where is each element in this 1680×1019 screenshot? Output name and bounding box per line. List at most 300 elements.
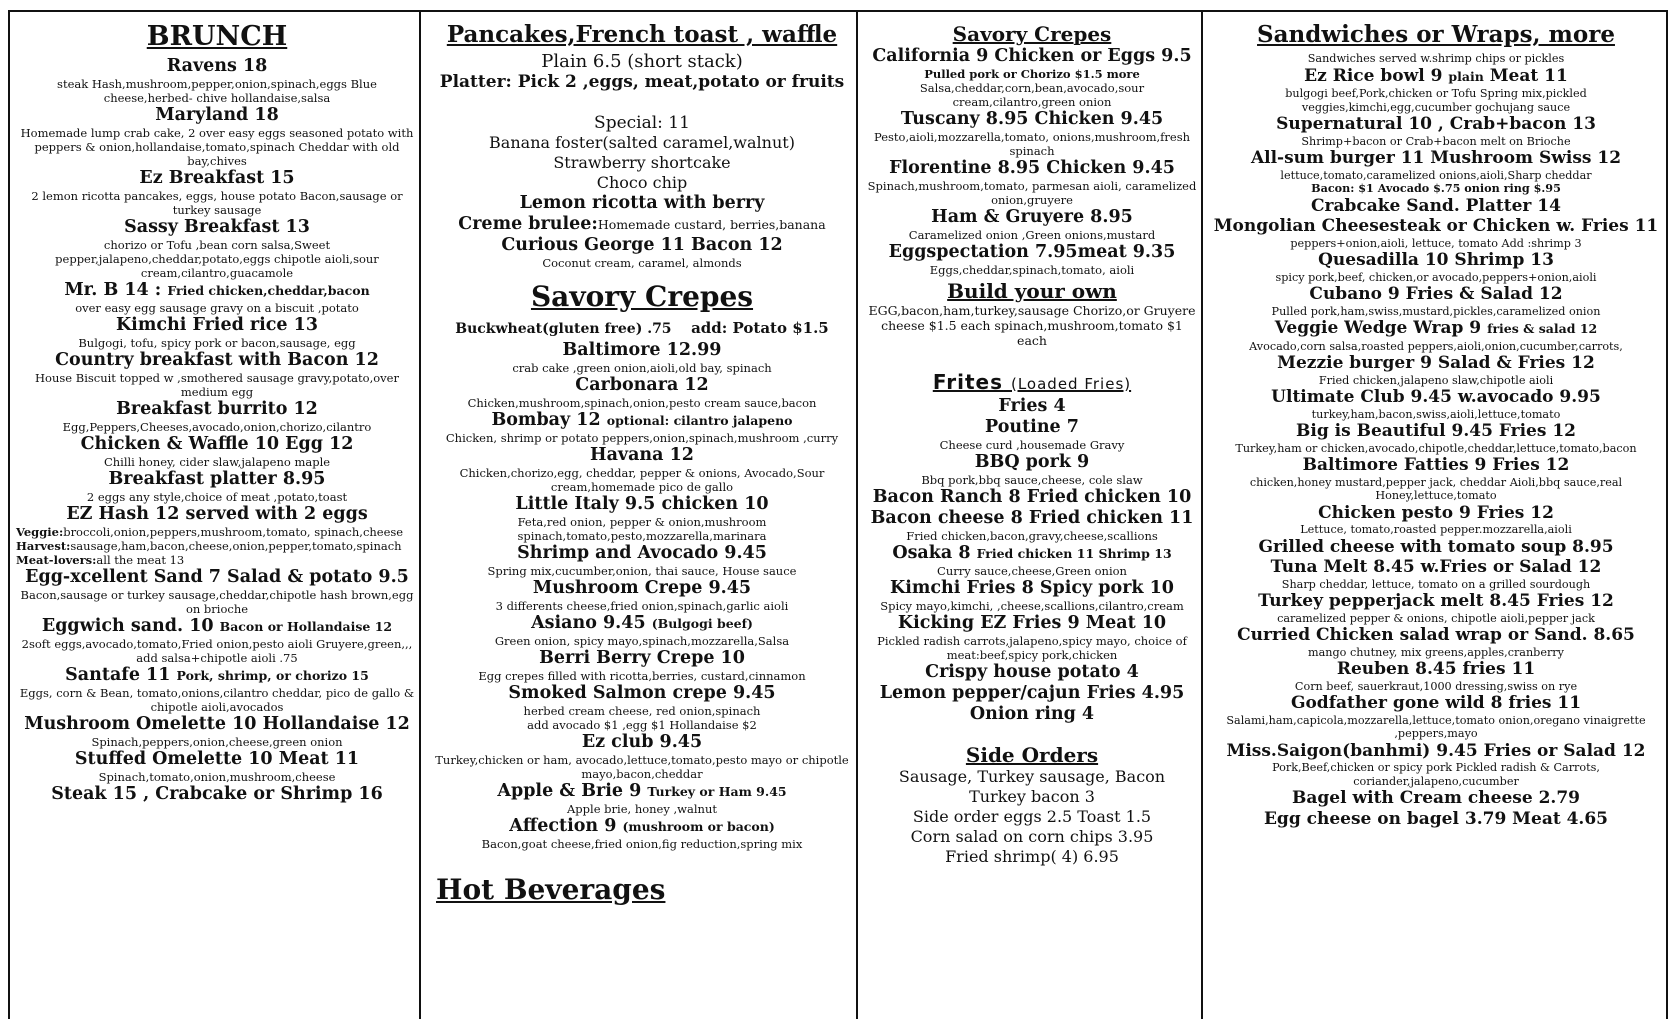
brunch-item-desc-text: Eggs, corn & Bean, tomato,onions,cilantro cheddar, pico de gallo & chipotle aioli,avocados [19,686,415,714]
frites-item-title: Kicking EZ Fries 9 Meat 10 [897,613,1167,633]
sandwich-item-title: Ultimate Club 9.45 w.avocado 9.95 [1271,387,1601,407]
crepe-item-desc-text: herbed cream cheese, red onion,spinach [523,704,761,718]
brunch-item-name [16,168,418,189]
brunch-item-title: Maryland 18 [155,105,279,125]
frites-label: Frites [932,370,1004,394]
brunch-item [16,567,418,616]
sandwich-item-desc-text: Bacon: $1 Avocado $.75 onion ring $.95 [1311,181,1561,195]
crepe-item-desc-text: Egg crepes filled with ricotta,berries, custard,cinnamon [478,669,806,683]
brunch-item-name [16,56,418,77]
sandwich-item-name [1210,114,1662,135]
sandwich-item [1210,455,1662,503]
crepe-item-title: Berri Berry Crepe 10 [539,648,745,668]
sandwich-item-desc [1210,305,1662,319]
crepe-item-title: Shrimp and Avocado 9.45 [517,543,767,563]
sandwich-item-desc-text: mango chutney, mix greens,apples,cranberry [1308,645,1564,659]
crepe-item-desc-text: Chicken, shrimp or potato peppers,onion,spinach,mushroom ,curry [445,431,839,445]
brunch-item-extra: Pork, shrimp, or chorizo 15 [176,668,369,683]
brunch-item-title: Egg-xcellent Sand 7 Salad & potato 9.5 [25,567,409,587]
frites-item-title: Kimchi Fries 8 Spicy pork 10 [890,578,1174,598]
crepe-item [430,543,854,578]
crepe-item [430,613,854,648]
brunch-item [16,105,418,168]
crepe-item-desc [430,704,854,718]
brunch-item-title: Mr. B 14 : [64,280,162,300]
frites-item-desc [866,564,1198,578]
brunch-item-name [16,616,418,637]
brunch-item [16,665,418,714]
crepe-item-desc [430,564,854,578]
crepe-item-name [430,375,854,396]
sandwich-item-title: Curried Chicken salad wrap or Sand. 8.65 [1237,625,1635,645]
sandwich-item [1210,353,1662,387]
sandwich-item-desc-text: Avocado,corn salsa,roasted peppers,aioli,onion,cucumber,carrots, [1249,339,1623,353]
sandwich-item-desc-text: Corn beef, sauerkraut,1000 dressing,swiss on rye [1294,679,1578,693]
sandwich-item-desc-text: Pork,Beef,chicken or spicy pork Pickled radish & Carrots, coriander,jalapeno,cucumber [1272,761,1600,788]
crepe-item-desc-text: Chicken,mushroom,spinach,onion,pesto cream sauce,bacon [467,396,817,410]
sandwich-item-name [1210,788,1662,809]
sandwich-item [1210,537,1662,558]
sandwich-item-name [1210,216,1662,237]
sandwich-item-desc [1210,442,1662,456]
brunch-item [16,749,418,784]
frites-title [866,370,1198,394]
brunch-items [16,56,418,805]
sandwich-item [1210,182,1662,196]
col3-crepe-item-desc-text: Eggs,cheddar,spinach,tomato, aioli [929,263,1135,277]
frites-items [866,396,1198,725]
brunch-item-desc-text: Spinach,peppers,onion,cheese,green onion [91,735,343,749]
build-your-own-title: Build your own [947,279,1117,303]
frites-item-name [866,487,1198,508]
frites-item-title: Bacon Ranch 8 Fried chicken 10 [872,487,1192,507]
sandwich-item [1210,557,1662,591]
brunch-item-desc-text: steak Hash,mushroom,pepper,onion,spinach,eggs Blue cheese,herbed- chive hollandaise,salsa [57,77,377,105]
sandwich-item [1210,318,1662,353]
crepe-item [430,375,854,410]
sandwich-item-name [1210,659,1662,680]
savory-crepes-title: Savory Crepes [530,280,754,313]
specials-list [430,133,854,193]
crepe-item-title: Mushroom Crepe 9.45 [532,578,752,598]
brunch-item-title: Chicken & Waffle 10 Egg 12 [80,434,354,454]
sandwich-item-desc [1210,680,1662,694]
crepe-item-desc [430,361,854,375]
sandwich-item [1210,148,1662,182]
brunch-item-title: Breakfast platter 8.95 [108,469,326,489]
frites-item-desc-text: Curry sauce,cheese,Green onion [937,564,1127,578]
brunch-item-title: Eggwich sand. 10 [41,616,214,636]
crepe-item [430,410,854,445]
brunch-item [16,315,418,350]
crepe-item-desc2: add avocado $1 ,egg $1 Hollandaise $2 [527,718,757,732]
sandwich-item-desc [1210,87,1662,114]
side-order-item: Fried shrimp( 4) 6.95 [945,847,1119,866]
crepe-item [430,683,854,732]
frites-item [866,683,1198,704]
brunch-item-name [16,280,418,301]
brunch-item-desc [16,77,418,105]
sandwich-item-name [1210,66,1662,88]
sandwich-item [1210,591,1662,625]
sandwich-item [1210,114,1662,148]
sandwich-item-name [1210,503,1662,524]
sandwich-item-title: Mongolian Cheesesteak or Chicken w. Fries 11 [1213,216,1659,236]
brunch-item-name [16,714,418,735]
frites-item-title: Bacon cheese 8 Fried chicken 11 [870,508,1194,528]
crepe-item-desc-text: Apple brie, honey ,walnut [567,802,717,816]
crepe-item [430,816,854,851]
brunch-item [16,539,418,553]
creme-brulee-name: Creme brulee: [458,214,598,234]
col3-crepe-item-desc-text: Pesto,aioli,mozzarella,tomato, onions,mushroom,fresh spinach [873,130,1191,158]
col3-crepe-item-name [866,46,1198,67]
sandwich-item-desc-text: Fried chicken,jalapeno slaw,chipotle aioli [1318,373,1554,387]
sandwich-item-desc-text: turkey,ham,bacon,swiss,aioli,lettuce,tomato [1311,407,1561,421]
frites-item-desc-text: Spicy mayo,kimchi, ,cheese,scallions,cilantro,cream [880,599,1184,613]
sandwich-item [1210,741,1662,789]
sandwich-item-desc [1210,578,1662,592]
crepe-item-title: Bombay 12 [491,410,601,430]
crepe-items [430,340,854,851]
sandwich-item-desc-text: peppers+onion,aioli, lettuce, tomato Add :shrimp 3 [1290,236,1582,250]
crepe-item-name [430,410,854,431]
sandwich-item-name [1210,387,1662,408]
sandwich-item [1210,196,1662,217]
brunch-item-desc-text: 2soft eggs,avocado,tomato,Fried onion,pesto aioli Gruyere,green,,, add salsa+chipotle aioli .75 [21,637,413,665]
brunch-item-desc [16,371,418,399]
frites-item-desc [866,438,1198,452]
brunch-item-desc-text: broccoli,onion,peppers,mushroom,tomato, spinach,cheese [63,525,404,539]
buckwheat-add: add: Potato $1.5 [691,319,829,337]
pancakes-plain: Plain 6.5 (short stack) [541,51,743,72]
brunch-item-desc [16,637,418,665]
brunch-item [16,714,418,749]
sandwich-item-title: Baltimore Fatties 9 Fries 12 [1302,455,1570,475]
brunch-item-desc-text: Bulgogi, tofu, spicy pork or bacon,sausage, egg [78,336,356,350]
brunch-item-name [16,784,418,805]
brunch-item-desc-text: House Biscuit topped w ,smothered sausage gravy,potato,over medium egg [35,371,399,399]
sandwich-item-desc [1210,169,1662,183]
brunch-item-desc [16,301,418,315]
sandwich-item-name [1210,250,1662,271]
brunch-item [16,616,418,665]
brunch-item-desc-text: 2 lemon ricotta pancakes, eggs, house potato Bacon,sausage or turkey sausage [31,189,403,217]
sandwich-item-title: Egg cheese on bagel 3.79 Meat 4.65 [1263,808,1609,829]
sandwich-item [1210,284,1662,318]
frites-item-title: Osaka 8 [892,543,971,563]
buckwheat-label: Buckwheat(gluten free) .75 [455,321,672,337]
sandwich-item-desc-text: spicy pork,beef, chicken,or avocado,peppers+onion,aioli [1275,270,1597,284]
col3-title: Savory Crepes [952,22,1112,46]
brunch-item-name [16,665,418,686]
crepe-item-title: Ez club 9.45 [581,732,703,752]
creme-brulee-item [430,214,854,235]
brunch-item-name [16,434,418,455]
crepe-item-desc [430,396,854,410]
sandwich-item-extra: plain [1448,68,1484,84]
col3-crepe-item-desc [866,263,1198,277]
brunch-item [16,399,418,434]
brunch-item-desc-text: Homemade lump crab cake, 2 over easy eggs seasoned potato with peppers & onion,hollandaise,tomato,spinach Cheddar with old bay,chives [20,126,414,168]
brunch-item-name [16,105,418,126]
sandwich-item [1210,625,1662,659]
sandwich-item-title: Ez Rice bowl 9 [1304,65,1443,86]
side-order-item: Corn salad on corn chips 3.95 [910,827,1154,846]
crepe-item-name [430,732,854,753]
sandwich-item [1210,216,1662,250]
brunch-item-title: Breakfast burrito 12 [116,399,318,419]
sandwich-item [1210,659,1662,693]
sandwich-item-desc [1210,182,1662,196]
col3-crepe-item-desc-text: Spinach,mushroom,tomato, parmesan aioli, caramelized onion,gruyere [867,179,1197,207]
frites-item-desc-text: Bbq pork,bbq sauce,cheese, cole slaw [921,473,1143,487]
frites-item [866,578,1198,613]
sandwich-item-title: Bagel with Cream cheese 2.79 [1292,788,1580,808]
sandwich-item-title: Godfather gone wild 8 fries 11 [1290,693,1582,713]
crepe-item-extra: Turkey or Ham 9.45 [647,784,787,799]
brunch-item-extra: Bacon or Hollandaise 12 [219,619,393,634]
frites-item-desc [866,634,1198,662]
brunch-item-title: Mushroom Omelette 10 Hollandaise 12 [24,714,410,734]
frites-item [866,508,1198,543]
frites-item-title: BBQ pork 9 [974,452,1090,472]
sandwich-item-desc-text: Turkey,ham or chicken,avocado,chipotle,cheddar,lettuce,tomato,bacon [1235,441,1637,455]
crepe-item-name [430,445,854,466]
crepe-item-name [430,543,854,564]
crepe-item [430,494,854,543]
crepe-item-desc [430,431,854,445]
brunch-item-desc-text: sausage,ham,bacon,cheese,onion,pepper,tomato,spinach [70,539,402,553]
frites-item-name [866,452,1198,473]
col3-crepe-item-desc [866,130,1198,158]
brunch-item-desc [16,420,418,434]
col3-crepe-item-name [866,109,1198,130]
brunch-item-desc-text: all the meat 13 [96,553,185,567]
brunch-item-desc [16,490,418,504]
crepe-item-title: Affection 9 [509,816,617,836]
frites-item-desc [866,529,1198,543]
sandwich-item [1210,387,1662,421]
col3-crepe-item [866,46,1198,109]
sandwich-item-desc [1210,135,1662,149]
sandwich-item-desc [1210,714,1662,741]
sandwich-item [1210,693,1662,741]
frites-item-name [866,704,1198,725]
frites-item [866,452,1198,487]
frites-item-name [866,508,1198,529]
col3-crepe-item [866,158,1198,207]
brunch-item-desc [16,588,418,616]
frites-item-desc [866,473,1198,487]
brunch-item-name [16,504,418,525]
curious-george: Curious George 11 Bacon 12 [501,235,783,255]
crepe-item-desc-text: Spring mix,cucumber,onion, thai sauce, House sauce [487,564,797,578]
crepe-item-title: Carbonara 12 [575,375,709,395]
sandwich-item [1210,788,1662,809]
savory-frites-column [862,12,1202,1012]
sandwich-item-title: Cubano 9 Fries & Salad 12 [1309,284,1563,304]
sandwich-item-name [1210,591,1662,612]
brunch-item-extra: Fried chicken,cheddar,bacon [167,283,370,298]
brunch-item-desc [16,189,418,217]
sandwich-item-title: Tuna Melt 8.45 w.Fries or Salad 12 [1270,557,1602,577]
brunch-item-desc [16,455,418,469]
col3-crepe-item-name [866,158,1198,179]
sandwich-item-desc [1210,271,1662,285]
sandwich-item-title: Supernatural 10 , Crab+bacon 13 [1276,114,1596,134]
brunch-item [16,784,418,805]
brunch-item [16,350,418,399]
sandwich-item-desc [1210,476,1662,503]
crepe-item-desc [430,599,854,613]
sandwich-item-desc-text: Shrimp+bacon or Crab+bacon melt on Brioche [1301,134,1571,148]
brunch-item-desc [16,525,418,539]
brunch-item [16,469,418,504]
sandwich-item-title2: Meat 11 [1489,65,1568,86]
crepe-item-desc-text: Chicken,chorizo,egg, cheddar, pepper & onions, Avocado,Sour cream,homemade pico de gallo [459,466,825,494]
col3-crepe-item-title: California 9 Chicken or Eggs 9.5 [872,46,1192,66]
sandwich-item-name [1210,537,1662,558]
crepe-item-name [430,613,854,634]
brunch-item-name [16,567,418,588]
crepe-item-title: Smoked Salmon crepe 9.45 [508,683,776,703]
brunch-item-title: Kimchi Fried rice 13 [115,315,319,335]
brunch-item-desc [16,238,418,280]
sandwich-item-name [1210,741,1662,762]
sandwich-item-name [1210,284,1662,305]
crepe-item-name [430,578,854,599]
frites-item-title: Onion ring 4 [969,704,1095,724]
sandwich-item-desc [1210,408,1662,422]
crepe-item-name [430,494,854,515]
crepe-item [430,781,854,816]
sandwich-item [1210,809,1662,830]
side-order-item: Turkey bacon 3 [969,787,1095,806]
frites-item [866,613,1198,662]
frites-item-extra: Fried chicken 11 Shrimp 13 [976,546,1172,561]
frites-item-title: Poutine 7 [985,417,1079,437]
crepe-item [430,578,854,613]
brunch-item-desc-label: Meat-lovers: [16,553,97,567]
frites-item-title: Crispy house potato 4 [925,662,1139,682]
sandwiches-column [1206,12,1666,1012]
col3-crepe-item-name [866,207,1198,228]
col3-crepe-item [866,207,1198,242]
brunch-item-desc [16,539,418,553]
frites-item [866,662,1198,683]
frites-item-desc-text: Fried chicken,bacon,gravy,cheese,scallions [906,529,1158,543]
sandwich-item-title: Quesadilla 10 Shrimp 13 [1318,250,1554,270]
brunch-item-desc-text: over easy egg sausage gravy on a biscuit ,potato [75,301,359,315]
brunch-item-name [16,315,418,336]
side-orders-list [866,767,1198,867]
special-title: Special: 11 [594,113,690,133]
brunch-item-title: Santafe 11 [65,665,171,685]
crepe-item-desc-text: Turkey,chicken or ham, avocado,lettuce,tomato,pesto mayo or chipotle mayo,bacon,cheddar [435,753,849,781]
side-orders-title: Side Orders [965,743,1099,767]
col3-crepe-item-name [866,242,1198,263]
brunch-item-name [16,399,418,420]
frites-subtitle: (Loaded Fries) [1010,375,1132,393]
brunch-item [16,56,418,105]
brunch-item-desc-text: 2 eggs any style,choice of meat ,potato,toast [86,490,348,504]
crepe-item-desc [430,669,854,683]
frites-item [866,487,1198,508]
pancakes-crepes-column [426,12,858,1012]
frites-item-title: Fries 4 [998,396,1066,416]
crepe-item-desc [430,634,854,648]
brunch-item [16,525,418,539]
brunch-title: BRUNCH [146,21,288,52]
curious-george-desc: Coconut cream, caramel, almonds [542,256,742,270]
brunch-item-title: Country breakfast with Bacon 12 [55,350,379,370]
frites-item-name [866,396,1198,417]
special-item: Banana foster(salted caramel,walnut) [489,133,795,152]
brunch-item-desc-text: Bacon,sausage or turkey sausage,cheddar,chipotle hash brown,egg on brioche [20,588,414,616]
sandwich-item-title: All-sum burger 11 Mushroom Swiss 12 [1250,148,1622,168]
crepe-item-desc [430,515,854,543]
crepe-item-title: Asiano 9.45 [531,613,646,633]
frites-item-desc-text: Pickled radish carrots,jalapeno,spicy mayo, choice of meat:beef,spicy pork,chicken [877,634,1187,662]
sandwich-item-name [1210,693,1662,714]
crepe-item-desc [430,802,854,816]
side-order-item: Sausage, Turkey sausage, Bacon [898,767,1166,786]
crepe-item-name [430,781,854,802]
brunch-item-desc [16,553,418,567]
brunch-item-name [16,217,418,238]
sandwich-item-name [1210,625,1662,646]
sandwich-item-title: Big is Beautiful 9.45 Fries 12 [1296,421,1576,441]
col3-crepe-item-desc [866,179,1198,207]
crepe-item-desc-text: Bacon,goat cheese,fried onion,fig reduction,spring mix [481,837,803,851]
crepe-item [430,732,854,781]
buckwheat-row [430,318,854,340]
sandwich-item-title: Veggie Wedge Wrap 9 [1274,318,1482,338]
sandwich-item-title: Mezzie burger 9 Salad & Fries 12 [1277,353,1595,373]
crepe-item-title: Havana 12 [590,445,694,465]
crepe-item-desc [430,837,854,851]
brunch-column [12,12,422,1012]
brunch-item-desc-label: Harvest: [16,539,71,553]
brunch-item-desc-text: Chilli honey, cider slaw,jalapeno maple [103,455,331,469]
sandwich-item [1210,421,1662,455]
col3-crepe-item-desc2: Salsa,cheddar,corn,bean,avocado,sour cream,cilantro,green onion [919,81,1145,109]
crepe-item-extra: (Bulgogi beef) [651,616,753,631]
sandwich-item-desc [1210,761,1662,788]
col3-crepe-item-title: Ham & Gruyere 8.95 [931,207,1133,227]
sandwich-item-title: Grilled cheese with tomato soup 8.95 [1258,536,1614,557]
brunch-item-desc-text: chorizo or Tofu ,bean corn salsa,Sweet pepper,jalapeno,cheddar,potato,eggs chipotle aioli,sour cream,cilantro,guacamole [55,238,379,280]
frites-item-name [866,662,1198,683]
crepe-item-desc-text: Green onion, spicy mayo,spinach,mozzarella,Salsa [494,634,790,648]
sandwich-item-desc-text: lettuce,tomato,caramelized onions,aioli,Sharp cheddar [1280,168,1592,182]
col3-crepe-item-title: Florentine 8.95 Chicken 9.45 [889,158,1175,178]
sandwich-item-name [1210,318,1662,340]
sandwich-items [1210,66,1662,830]
brunch-item [16,280,418,315]
brunch-item-title: Ez Breakfast 15 [139,168,295,188]
crepe-item-extra: optional: cilantro jalapeno [606,413,793,428]
crepe-item-desc-text: Feta,red onion, pepper & onion,mushroom spinach,tomato,pesto,mozzarella,marinara [517,515,767,543]
sandwich-item-desc-text: caramelized pepper & onions, chipotle aioli,pepper jack [1277,611,1595,625]
special-item: Strawberry shortcake [553,153,731,172]
sandwich-item-name [1210,809,1662,830]
sandwich-item-desc-text: Sharp cheddar, lettuce, tomato on a grilled sourdough [1281,577,1591,591]
sandwich-item-name [1210,557,1662,578]
sandwich-item-name [1210,148,1662,169]
sandwich-item-desc-text: Pulled pork,ham,swiss,mustard,pickles,caramelized onion [1271,304,1601,318]
